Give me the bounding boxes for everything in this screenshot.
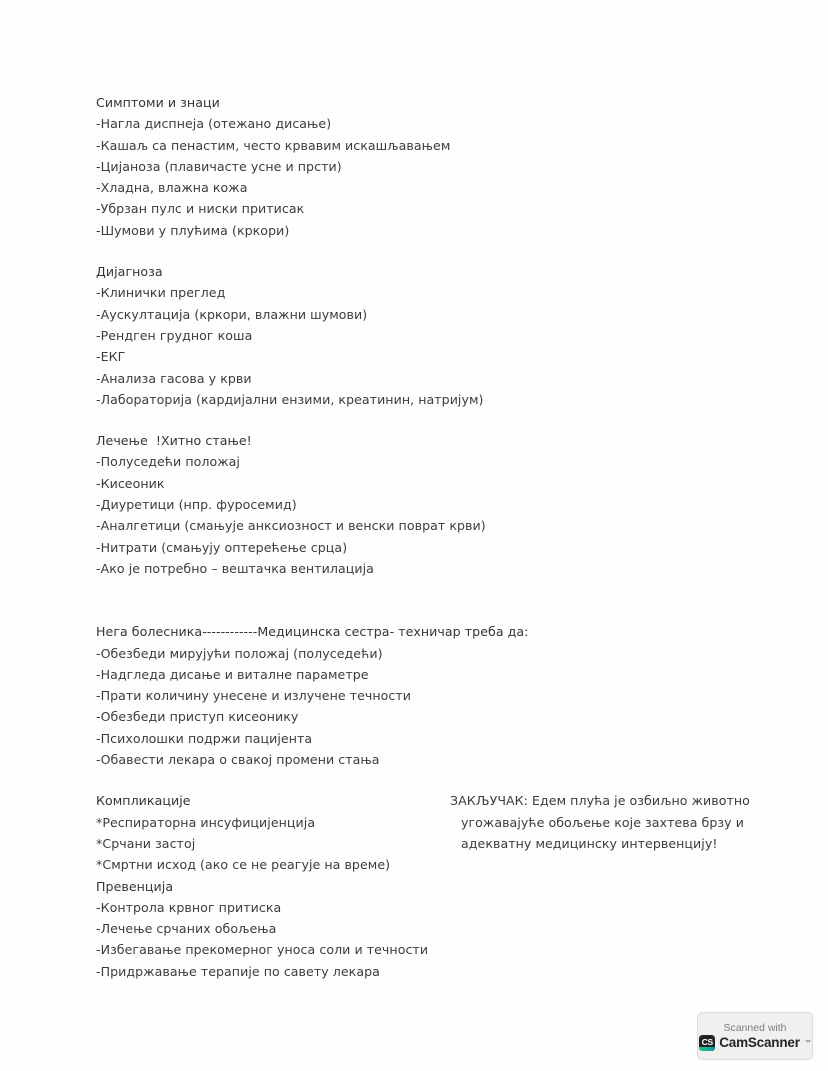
camscanner-badge-text: CS [701,1037,713,1048]
complications-item: *Срчани застој [96,835,196,851]
diagnosis-item: -Клинички преглед [96,285,226,301]
trademark-symbol: ™ [804,1039,811,1046]
patient-care-item: -Обавести лекара о свакој промени стања [96,752,380,768]
camscanner-brand [699,1035,811,1051]
camscanner-logo-icon [699,1035,715,1051]
treatment-item: -Аналгетици (смањује анксиозност и венски поврат крви) [96,518,486,534]
diagnosis-item: -Рендген грудног коша [96,327,253,343]
prevention-heading: Превенција [96,878,174,894]
symptoms-item: -Кашаљ са пенастим, често крвавим искашљавањем [96,137,451,153]
prevention-item: -Лечење срчаних обољења [96,921,277,937]
patient-care-item: -Прати количину унесене и излучене течности [96,688,412,704]
treatment-item: -Кисеоник [96,475,165,491]
section-patient-care [96,621,796,770]
section-complications-prevention [96,790,796,982]
camscanner-watermark [697,1012,813,1060]
diagnosis-item: -Аускултација (кркори, влажни шумови) [96,306,368,322]
patient-care-item: -Надгледа дисање и виталне параметре [96,666,369,682]
treatment-item: -Ако је потребно – вештачка вентилација [96,560,374,576]
scanned-with-label: Scanned with [723,1021,787,1034]
symptoms-item: -Шумови у плућима (кркори) [96,222,290,238]
diagnosis-item: -Анализа гасова у крви [96,370,252,386]
patient-care-heading: Нега болесника------------Медицинска сестра- техничар треба да: [96,624,529,640]
diagnosis-item: -ЕКГ [96,349,126,365]
conclusion-line: ЗАКЉУЧАК: Едем плућа је озбиљно животно [450,793,750,809]
patient-care-item: -Обезбеди мирујући положај (полуседећи) [96,645,383,661]
symptoms-item: -Хладна, влажна кожа [96,180,248,196]
symptoms-heading: Симптоми и знаци [96,95,220,110]
patient-care-item: -Психолошки подржи пацијента [96,730,313,746]
treatment-item: -Полуседећи положај [96,454,240,470]
document-body [96,92,796,1002]
complications-item: *Смртни исход (ако се не реагује на време) [96,857,391,873]
conclusion-block [450,790,780,854]
treatment-heading: Лечење !Хитно стање! [96,433,252,449]
patient-care-item: -Обезбеди приступ кисеонику [96,709,299,725]
section-treatment [96,430,796,579]
complications-item: *Респираторна инсуфицијенција [96,814,316,830]
prevention-item: -Избегавање прекомерног уноса соли и течности [96,942,429,958]
prevention-item: -Контрола крвног притиска [96,899,282,915]
conclusion-line: адекватну медицинску интервенцију! [461,835,718,851]
camscanner-wordmark: CamScanner [719,1034,800,1050]
conclusion-line: угожавајуће обољење које захтева брзу и [461,814,744,830]
treatment-item: -Нитрати (смањују оптерећење срца) [96,539,348,555]
diagnosis-item: -Лабораторија (кардијални ензими, креатинин, натријум) [96,391,484,407]
prevention-item: -Придржавање терапије по савету лекара [96,963,380,979]
symptoms-item: -Убрзан пулс и ниски притисак [96,201,305,217]
complications-heading: Компликације [96,793,191,809]
treatment-item: -Диуретици (нпр. фуросемид) [96,497,297,513]
diagnosis-heading: Дијагноза [96,264,163,280]
section-diagnosis [96,261,796,410]
symptoms-item: -Цијаноза (плавичасте усне и прсти) [96,158,342,174]
camscanner-accent-stripe [699,1047,715,1051]
symptoms-item: -Нагла диспнеја (отежано дисање) [96,116,332,132]
section-symptoms [96,92,796,241]
complications-prevention-column [96,790,446,982]
